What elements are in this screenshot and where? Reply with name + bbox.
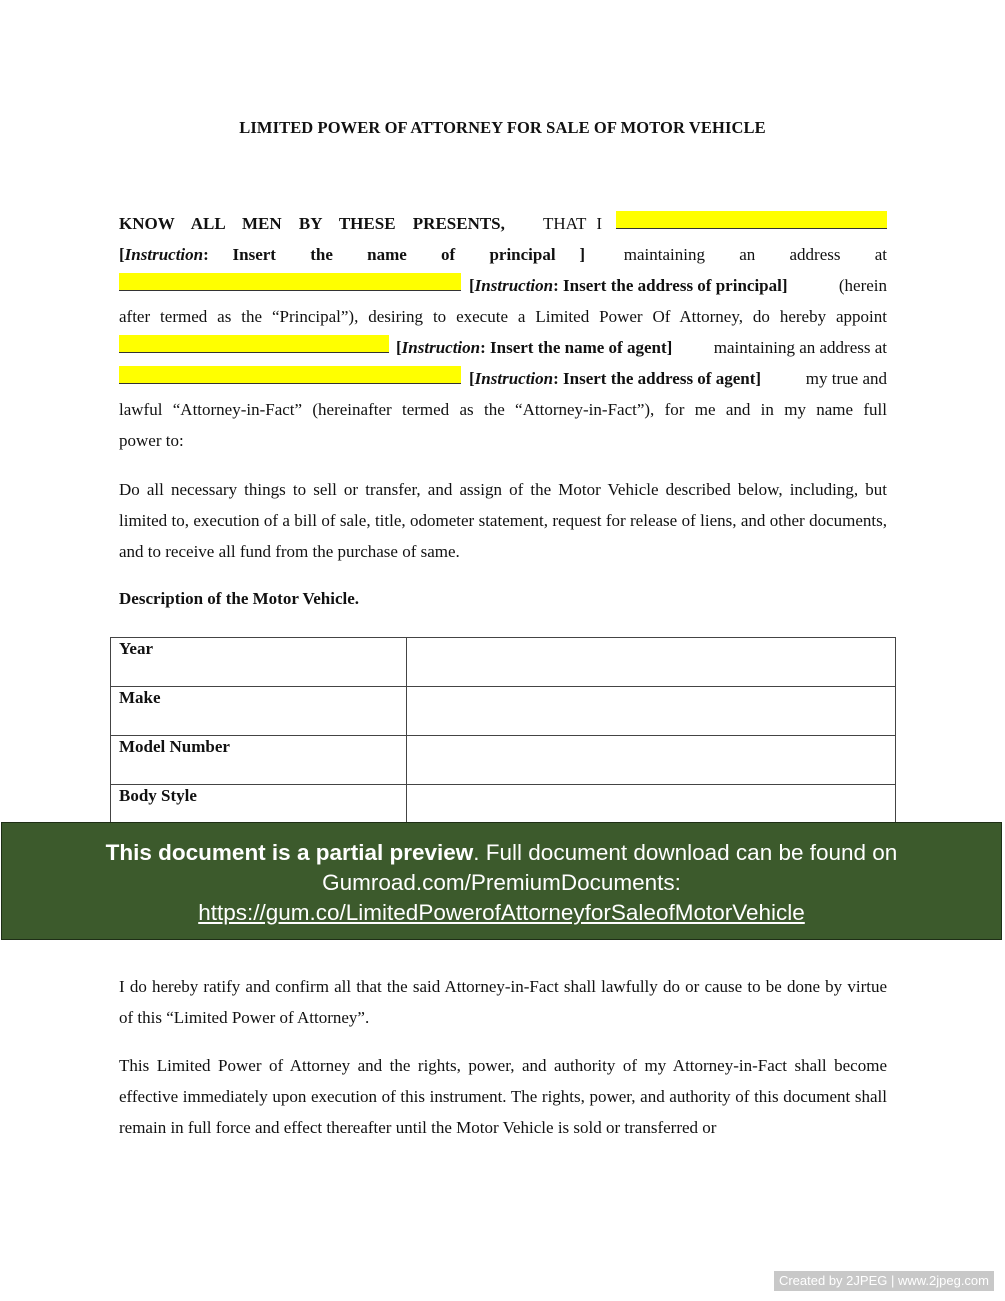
opening-line-2 bbox=[119, 239, 887, 270]
vehicle-year-label: Year bbox=[111, 638, 407, 687]
effective-paragraph: This Limited Power of Attorney and the rights, power, and authority of my Attorney-in-Fact shall become effective immediately upon execution of this instrument. The rights, power, and authority of this document shall remain in full force and effect thereafter until the Motor Vehicle is sold or transferred or bbox=[119, 1056, 887, 1137]
herein-text: (herein bbox=[838, 276, 887, 295]
created-by-watermark: Created by 2JPEG | www.2jpeg.com bbox=[774, 1271, 994, 1291]
opening-line-5 bbox=[119, 332, 887, 363]
instruction-agent-address: [Instruction: Insert the address of agent] bbox=[469, 369, 762, 388]
opening-line-3 bbox=[119, 270, 887, 301]
gumroad-download-link[interactable]: https://gum.co/LimitedPowerofAttorneyforSaleofMotorVehicle bbox=[198, 900, 805, 925]
powers-paragraph: Do all necessary things to sell or transfer, and assign of the Motor Vehicle described below, including, but limited to, execution of a bill of sale, title, odometer statement, request for release of liens, and other documents, and to receive all fund from the purchase of same. bbox=[119, 480, 887, 561]
that-i-text: THAT I bbox=[542, 214, 602, 233]
lead-text: KNOW ALL MEN BY THESE PRESENTS, bbox=[119, 214, 505, 233]
opening-line-1 bbox=[119, 208, 887, 239]
document-title: LIMITED POWER OF ATTORNEY FOR SALE OF MOTOR VEHICLE bbox=[239, 118, 766, 137]
banner-text: . Full document download can be found on bbox=[473, 840, 898, 865]
vehicle-make-label: Make bbox=[111, 687, 407, 736]
instruction-principal-address: [Instruction: Insert the address of principal] bbox=[469, 276, 788, 295]
table-row bbox=[111, 687, 896, 736]
agent-address-blank[interactable] bbox=[119, 366, 461, 384]
vehicle-description-heading: Description of the Motor Vehicle. bbox=[119, 589, 360, 608]
table-row bbox=[111, 638, 896, 687]
vehicle-model-number-label: Model Number bbox=[111, 736, 407, 785]
instruction-principal-name: [Instruction: Insert the name of principal ] bbox=[119, 245, 585, 264]
vehicle-body-style-label: Body Style bbox=[111, 785, 407, 834]
vehicle-year-value[interactable] bbox=[407, 638, 896, 687]
opening-line-7: lawful “Attorney-in-Fact” (hereinafter termed as the “Attorney-in-Fact”), for me and in my name full bbox=[119, 400, 887, 419]
banner-line-2: Gumroad.com/PremiumDocuments: bbox=[322, 870, 681, 895]
opening-line-4: after termed as the “Principal”), desiring to execute a Limited Power Of Attorney, do hereby appoint bbox=[119, 307, 887, 326]
maintaining-address-text: maintaining an address at bbox=[623, 245, 887, 264]
partial-preview-banner bbox=[1, 822, 1002, 940]
ratify-paragraph: I do hereby ratify and confirm all that the said Attorney-in-Fact shall lawfully do or cause to be done by virtue of this “Limited Power of Attorney”. bbox=[119, 977, 887, 1027]
principal-address-blank[interactable] bbox=[119, 273, 461, 291]
opening-lead bbox=[119, 208, 505, 239]
maintaining-address-text-2: maintaining an address at bbox=[713, 338, 887, 357]
banner-line-1 bbox=[2, 838, 1001, 868]
instruction-agent-name: [Instruction: Insert the name of agent] bbox=[396, 338, 673, 357]
opening-line-8: power to: bbox=[119, 431, 184, 450]
banner-bold-text: This document is a partial preview bbox=[105, 840, 474, 865]
opening-line-6 bbox=[119, 363, 887, 394]
table-row bbox=[111, 736, 896, 785]
vehicle-make-value[interactable] bbox=[407, 687, 896, 736]
agent-name-blank[interactable] bbox=[119, 335, 389, 353]
vehicle-table bbox=[110, 637, 896, 834]
vehicle-model-number-value[interactable] bbox=[407, 736, 896, 785]
my-true-and-text: my true and bbox=[805, 369, 887, 388]
principal-name-blank[interactable] bbox=[616, 211, 887, 229]
opening-paragraph bbox=[119, 208, 887, 456]
